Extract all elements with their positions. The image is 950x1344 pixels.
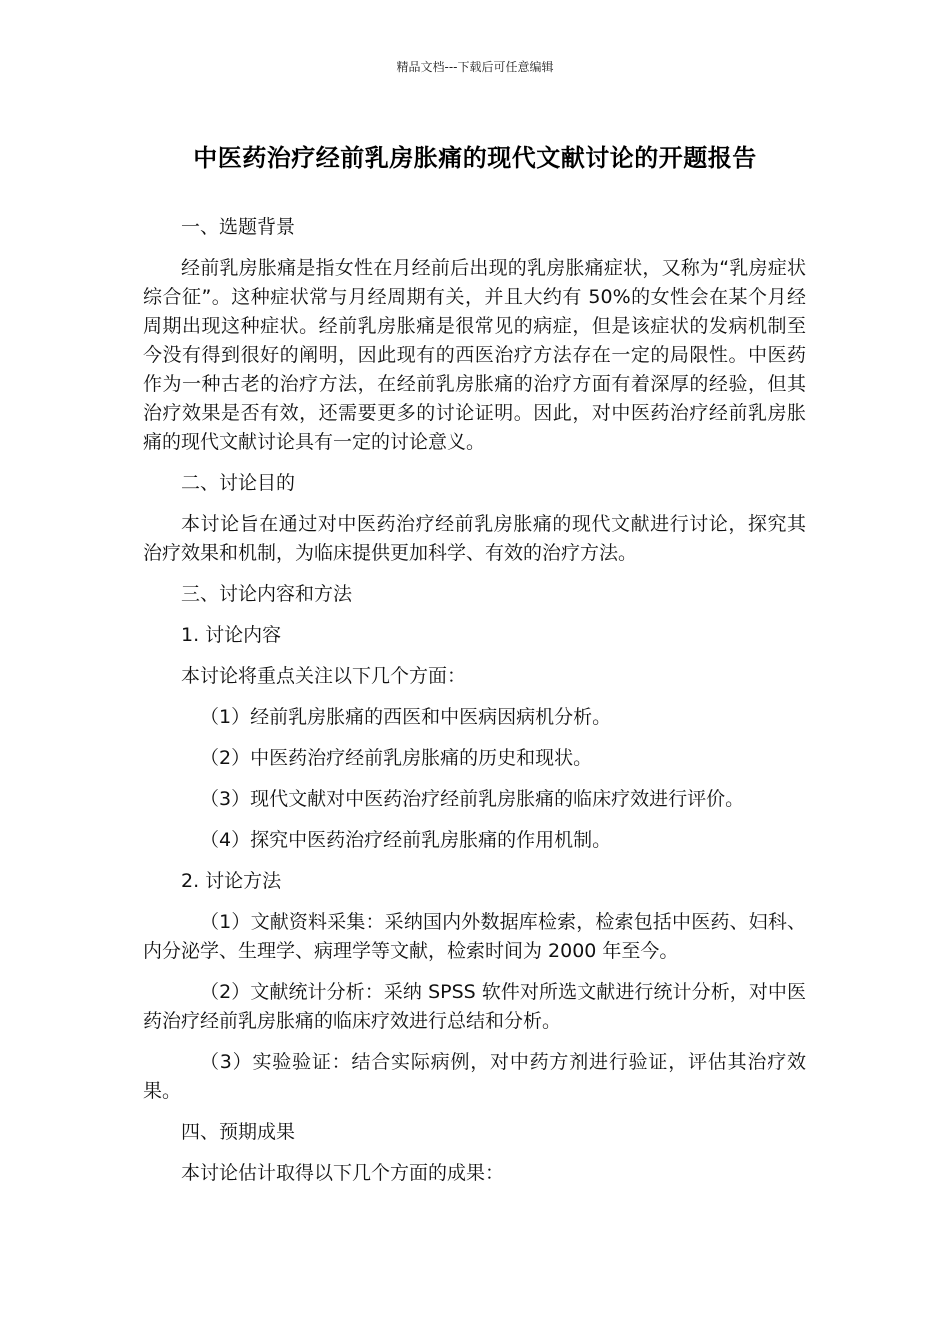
content-list-item: （4）探究中医药治疗经前乳房胀痛的作用机制。	[200, 829, 612, 851]
document-title: 中医药治疗经前乳房胀痛的现代文献讨论的开题报告	[193, 144, 757, 172]
section-3-heading: 三、讨论内容和方法	[181, 583, 353, 605]
section-4-intro: 本讨论估计取得以下几个方面的成果：	[181, 1162, 505, 1184]
subsection-method-heading: 2. 讨论方法	[181, 870, 282, 892]
section-1-heading: 一、选题背景	[181, 216, 296, 238]
subsection-content-heading: 1. 讨论内容	[181, 624, 282, 646]
content-list-item: （3）现代文献对中医药治疗经前乳房胀痛的临床疗效进行评价。	[200, 788, 745, 810]
section-2-paragraph: 本讨论旨在通过对中医药治疗经前乳房胀痛的现代文献进行讨论，探究其治疗效果和机制，为临床提供更加科学、有效的治疗方法。	[143, 513, 806, 564]
section-1-paragraph: 经前乳房胀痛是指女性在月经前后出现的乳房胀痛症状，又称为“乳房症状综合征”。这种症状常与月经周期有关，并且大约有 50%的女性会在某个月经周期出现这种症状。经前乳房胀痛是很常见的病症，但是该症状的发病机制至今没有得到很好的阐明，因此现有的西医治疗方法存在一定的局限性。中医药作为一种古老的治疗方法，在经前乳房胀痛的治疗方面有着深厚的经验，但其治疗效果是否有效，还需要更多的讨论证明。因此，对中医药治疗经前乳房胀痛的现代文献讨论具有一定的讨论意义。	[143, 257, 806, 453]
content-list-item: （1）经前乳房胀痛的西医和中医病因病机分析。	[200, 706, 612, 728]
method-list-item: （3）实验验证：结合实际病例，对中药方剂进行验证，评估其治疗效果。	[143, 1051, 806, 1102]
subsection-content-intro: 本讨论将重点关注以下几个方面：	[181, 665, 467, 687]
page-header-note: 精品文档---下载后可任意编辑	[396, 60, 554, 74]
section-2-heading: 二、讨论目的	[181, 472, 296, 494]
document-body	[143, 213, 806, 1200]
content-list-item: （2）中医药治疗经前乳房胀痛的历史和现状。	[200, 747, 593, 769]
method-list-item: （2）文献统计分析：采纳 SPSS 软件对所选文献进行统计分析，对中医药治疗经前乳房胀痛的临床疗效进行总结和分析。	[143, 981, 806, 1032]
method-list-item: （1）文献资料采集：采纳国内外数据库检索，检索包括中医药、妇科、内分泌学、生理学、病理学等文献，检索时间为 2000 年至今。	[143, 911, 806, 962]
section-4-heading: 四、预期成果	[181, 1121, 296, 1143]
